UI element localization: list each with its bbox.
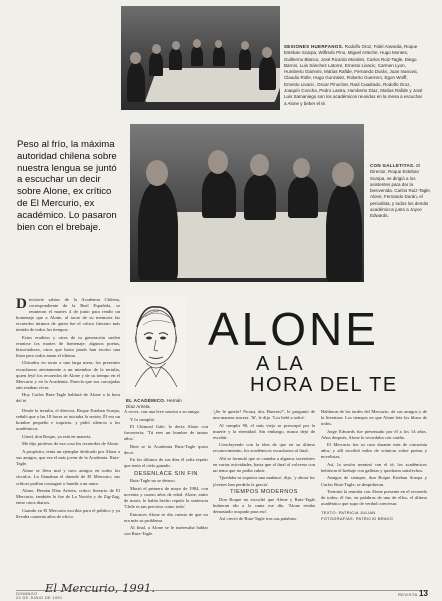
article-column-4: '¿Se le quería? Proust, dos Huertos?', le preguntó de una manera sincera. 'Sí', le dijo. 'Los bebí a todos'. Al cumplir 90, el más viejo se preocupó por la muerte y la eternidad. Sin embargo, nunca dejó de escribir. Concluyendo con la idea de que en su último reconocimiento, los académicos escucharon al final. Ahí se formuló que se cantaba a algunos sacerdotes en varias actividades, hasta que al final al volverse con un tema que no podía cubrir. 'Quedaba ni siquiera una mañana', dijo, 'y ahora los jóvenes han perdido la gracia'. TIEMPOS MODERNOS Don Roque no escuchó que Alone y Ruiz-Tagle hubieran ido a la cama ese día. 'Alone estaba demasiado ocupado para eso'. Así creció de Ruiz-Tagle tras sus palabras. [213, 409, 315, 522]
headline-subtitle: A LA HORA DEL TE [250, 353, 398, 396]
article-credits: TEXTO: PATRICIA JULIAN FOTOGRAFÍAS: PATRICIO BRAVO [321, 510, 394, 521]
page-number: 13 [419, 589, 428, 598]
portrait-caption-text: Hernán Díaz Arrieta. [126, 398, 182, 410]
headline-alone: ALONE [208, 303, 379, 355]
subhead-desenlace: DESENLACE SIN FIN [134, 470, 198, 477]
photo-academics-table [121, 6, 280, 110]
portrait-caption-lead: EL ACADÉMICO. [126, 398, 166, 403]
article-column-5: Hablaron de las tardes del Mercurio, de sus amigos y de la literatura. Los tiempos en que Alone leía los libros de todos. Jorge Edwards fue presentado por él a los 14 años. Años después, Alone lo recordaba con cariño. El Mercurio fue su casa durante más de cincuenta años, y allí escribió miles de crónicas sobre poetas y novelistas. Así, la sesión terminó con el té, los académicos bebieron el brebaje con galletas y quedaron satisfechos. Amigos de siempre, don Roque Esteban Scarpa y Carlos Ruiz-Tagle, se despidieron. Terminó la reunión con Alone presente en el recuerdo de todos; él fue, en palabras de uno de ellos, el último académico que supo de verdad conversar. TEXTO: PATRICIA JULIAN FOTOGRAFÍAS: PATRICIO BRAVO [321, 409, 427, 521]
handwritten-note: El Mercurio, 1991. [45, 581, 155, 595]
article-column-1: Diecisiete sabios de la Academia Chilena, correspondiente de la Real Española, se reunieron el martes 4 de junio para rendir un homenaje que a Alone, al sacar de su memoria las recuerdos intimos de quien fue el crítico literario más temido de todos los tiempos. Estos eruditos y otros de tu generación suelen reunirse los martes de homenaje; algunos poetas, historiadores, otros que hasta jamás han escrito una línea pero todos aman el idioma. Ubicados en torno a una larga mesa, los presentes escucharon atentamente a un miembro de la tertulia, quien leyó los recuerdos de Alone y de su tiempo en el Mercurio y en la Academia. Parecía que sus carcajadas aún estaban vivas. Hoy Carlos Ruiz-Tagle hablará de Alone a la hora del té. [16, 296, 120, 404]
portrait-sketch [125, 297, 187, 395]
intro-deck: Peso al frío, la máxima autoridad chilena sobre nuestra lengua se juntó a escuchar un decir sobre Alone, ex crítico de El Mercurio, ex académico. Lo pasaron bien con el brebaje. [17, 139, 117, 233]
subhead-tiempos: TIEMPOS MODERNOS [230, 489, 298, 496]
top-photo-caption [284, 44, 424, 107]
portrait-alone [125, 297, 187, 395]
photo-tea-session [130, 124, 364, 282]
side-caption-lead: CON GALLETITAS. [370, 163, 415, 168]
footer-left: DOMINGO 23 DE JUNIO DE 1991 [16, 592, 63, 601]
top-caption-text: Rodolfo Oroz, Fidel Araneda, Roque Esteban Scarpa, Wilfredo Pino, Miguel Arteche, Hugo Montes, Guillermo Blanco, José Ricardo Morales, Carlos Ruiz-Tagle, Diego Barros, Luis Sánchez Latorre, Ernesto Livacic, Carmen Lyon, Humberto Giannini, Matías Rafide, Fernando Durán, Juan Ivanovic, Claudio Rolle, Hugo Gonzalez, Roberto Guerrero, Egon Wolff, Ernesto Livacic, Oscar Pinochet, Raúl Cuadrado, Rodolfo Oroz, Joaquín Concha, Pedro Lastra, Humberto Díaz, Matías Rafide y José Luis Samaniego son los académicos reunidos en la mesa a escuchar a Alone y beber el té. [284, 44, 423, 106]
top-caption-lead: SESIONES HUERFANOS. [284, 44, 344, 49]
side-photo-caption [370, 163, 432, 220]
drop-cap-letter: D [16, 296, 27, 312]
article-column-3: A veces, con una leve sonrisa a su amigo. Y lo cumplió. El Chimoal Gale, le decía Alone con frecuencia; 'Tú eres un hombre de tantos años.' Bien se la Academia Ruiz-Tagle quiso decir. En los últimos de sus días él solía repetir que tenía el cielo ganado. DESENLACE SIN FIN Ruiz-Tagle no se detuvo. Murió el primero de mayo de 1984, con noventa y cuatro años de edad. Alone, antes de morir, le había hecho repetir la sentencia 'Chile es tan precioso como todo'. Entonces Alone se dio cuenta de que no era más su problema. Al final, a Alone se le interesaba hablar con Ruiz-Tagle. [124, 409, 208, 537]
article-column-2: Desde la tertulia, el director, Roque Esteban Scarpa, señaló que a las 18 horas se iniciaba la sesión. Él era un hombre pequeño e inquieto, y pidió silencio a los académicos. Usted, don Roque, ya está en materia. Me dijo profesor de esa cosa los recuerdos de Alone. A propósito, tenía un ejemplar dedicado por Alone a sus amigos, que era el más joven de la Academia. Ruiz-Tagle. Alone se lleva mal y tuvo amigos en todos los círculos. Lo llamaban el duende de El Mercurio; sus críticas podían consagrar o hundir a un autor. Alone, Hernán Díaz Arrieta, crítico literario de El Mercurio, también lo fue de La Nación y de Zig-Zag, entre otros diarios. Cuando en El Mercurio escribía para el público y ya llevaba cuarenta años de oficio. [16, 408, 120, 519]
side-caption-text: El Director, Roque Esteban Scarpa, se dirigió a los asistentes para dar la bienvenida. Carlos Ruiz-Tagle, Alone, Fernando Durán, el periodista, y todos los demás académicos junto a Joyce Edwards. [370, 163, 432, 219]
footer-right: REVISTA [398, 592, 418, 597]
